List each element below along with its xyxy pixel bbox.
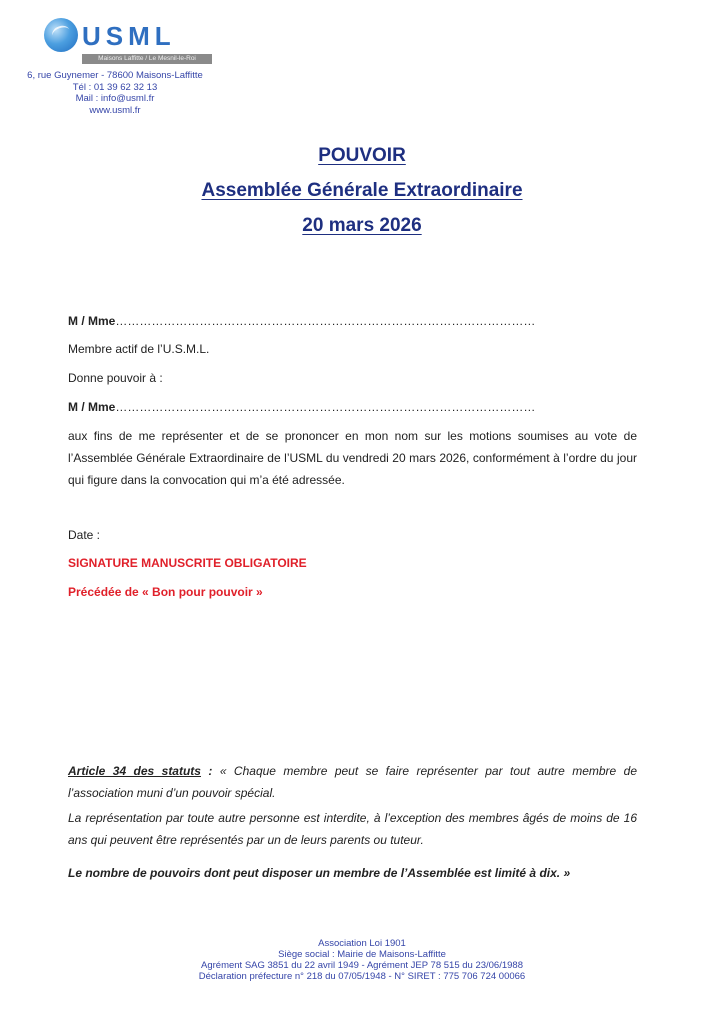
gives-power-label: Donne pouvoir à : xyxy=(68,371,163,385)
purpose-paragraph: aux fins de me représenter et de se prononcer en mon nom sur les motions soumises au vote de l’Assemblée Générale Extraordinaire de l’USML du vendredi 20 mars 2026, conformément à l’ordre du jour qui figure dans la convocation qui m’a été adressée. xyxy=(68,429,637,487)
article-label: Article 34 des statuts xyxy=(68,764,201,778)
footer-line: Association Loi 1901 xyxy=(318,938,406,949)
article-paragraph-3: Le nombre de pouvoirs dont peut disposer un membre de l’Assemblée est limité à dix. » xyxy=(68,866,571,880)
title-assembly: Assemblée Générale Extraordinaire xyxy=(201,180,523,201)
article-text-1: « Chaque membre peut se faire représenter par tout autre membre de l’association muni d’un pouvoir spécial. xyxy=(68,764,637,800)
phone-line: Tél : 01 39 62 32 13 xyxy=(72,81,158,93)
address-line: 6, rue Guynemer - 78600 Maisons-Laffitte xyxy=(27,70,203,81)
footer xyxy=(0,938,724,982)
title-pouvoir: POUVOIR xyxy=(318,145,406,166)
article-paragraph-1 xyxy=(68,760,637,804)
article-separator: : xyxy=(200,764,220,778)
globe-icon xyxy=(44,18,78,52)
address-block xyxy=(20,70,210,116)
footer-line: Déclaration préfecture n° 218 du 07/05/1948 - N° SIRET : 775 706 724 00066 xyxy=(198,971,526,982)
website-line: www.usml.fr xyxy=(89,104,141,116)
logo-text: USML xyxy=(82,21,176,51)
proxy-name-field: …………………………………………………………………………………………… xyxy=(115,400,536,414)
member-status: Membre actif de l’U.S.M.L. xyxy=(68,342,210,356)
signature-prefix: Précédée de « Bon pour pouvoir » xyxy=(68,585,263,599)
signature-required: SIGNATURE MANUSCRITE OBLIGATOIRE xyxy=(68,556,307,570)
article-paragraph-2: La représentation par toute autre personne est interdite, à l’exception des membres âgés de moins de 16 ans qui peuvent être représentés par un de leurs parents ou tuteur. xyxy=(68,811,637,847)
title-date: 20 mars 2026 xyxy=(302,215,422,236)
member-line xyxy=(68,310,535,332)
proxy-line xyxy=(68,396,535,418)
date-label: Date : xyxy=(68,528,101,542)
member-name-field: …………………………………………………………………………………………… xyxy=(115,314,536,328)
mail-line: Mail : info@usml.fr xyxy=(75,93,155,104)
footer-line: Agrément SAG 3851 du 22 avril 1949 - Agrément JEP 78 515 du 23/06/1988 xyxy=(201,960,523,971)
footer-line: Siège social : Mairie de Maisons-Laffitte xyxy=(278,949,446,960)
member-label: M / Mme xyxy=(68,314,116,328)
usml-logo xyxy=(44,16,196,64)
proxy-label: M / Mme xyxy=(68,400,116,414)
logo-band: Maisons Laffitte / Le Mesnil-le-Roi xyxy=(82,54,212,64)
